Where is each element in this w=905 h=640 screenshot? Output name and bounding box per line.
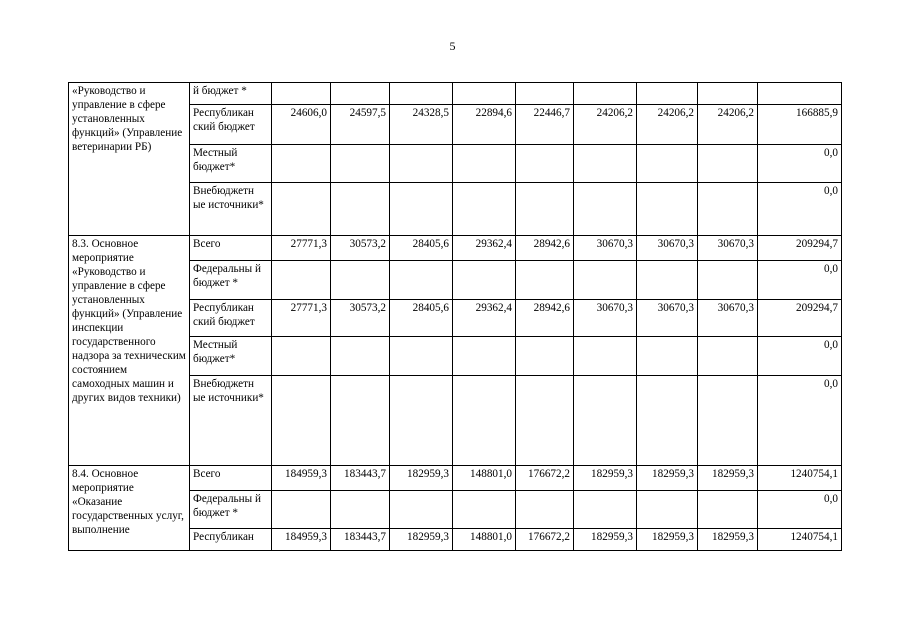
table-row	[69, 236, 842, 261]
year-value-cell	[272, 491, 331, 529]
year-value-cell	[574, 83, 637, 105]
year-value-cell	[390, 261, 453, 300]
year-value-cell: 148801,0	[453, 466, 516, 491]
year-value-cell	[453, 145, 516, 183]
year-value-cell	[331, 183, 390, 236]
year-value-cell	[272, 376, 331, 466]
year-value-cell: 22894,6	[453, 105, 516, 145]
year-value-cell: 148801,0	[453, 529, 516, 551]
year-value-cell	[574, 145, 637, 183]
table-row	[69, 466, 842, 491]
year-value-cell	[453, 491, 516, 529]
year-value-cell	[637, 261, 698, 300]
year-value-cell: 24606,0	[272, 105, 331, 145]
event-name-cell: «Руководство и управление в сфере установленных функций» (Управление ветеринарии РБ)	[69, 83, 190, 236]
year-value-cell	[516, 183, 574, 236]
year-value-cell	[698, 183, 758, 236]
page-number: 5	[449, 39, 456, 53]
year-value-cell	[698, 491, 758, 529]
year-value-cell	[637, 337, 698, 376]
year-value-cell: 183443,7	[331, 466, 390, 491]
year-value-cell	[516, 145, 574, 183]
year-value-cell	[453, 83, 516, 105]
event-name-cell: 8.3. Основное мероприятие «Руководство и управление в сфере установленных функций» (Управление инспекции государственного надзора за техническим состоянием самоходных машин и других видов техники)	[69, 236, 190, 466]
total-value-cell: 1240754,1	[758, 466, 842, 491]
year-value-cell	[390, 183, 453, 236]
year-value-cell	[698, 83, 758, 105]
year-value-cell	[390, 491, 453, 529]
year-value-cell: 30573,2	[331, 300, 390, 337]
event-name-cell: 8.4. Основное мероприятие «Оказание государственных услуг, выполнение	[69, 466, 190, 551]
year-value-cell	[698, 261, 758, 300]
year-value-cell	[390, 337, 453, 376]
year-value-cell: 182959,3	[698, 529, 758, 551]
year-value-cell: 28942,6	[516, 300, 574, 337]
year-value-cell: 184959,3	[272, 529, 331, 551]
year-value-cell	[516, 491, 574, 529]
year-value-cell	[516, 83, 574, 105]
funding-source-cell: Местный бюджет*	[190, 337, 272, 376]
total-value-cell: 209294,7	[758, 300, 842, 337]
year-value-cell: 28405,6	[390, 236, 453, 261]
total-value-cell: 1240754,1	[758, 529, 842, 551]
year-value-cell: 182959,3	[390, 466, 453, 491]
year-value-cell	[698, 145, 758, 183]
year-value-cell	[698, 376, 758, 466]
year-value-cell	[574, 337, 637, 376]
funding-source-cell: Внебюджетн ые источники*	[190, 183, 272, 236]
year-value-cell	[390, 83, 453, 105]
year-value-cell	[574, 376, 637, 466]
funding-source-cell: Республикан	[190, 529, 272, 551]
funding-source-cell: Всего	[190, 466, 272, 491]
table-row	[69, 83, 842, 105]
total-value-cell: 0,0	[758, 337, 842, 376]
year-value-cell: 182959,3	[637, 529, 698, 551]
year-value-cell	[637, 491, 698, 529]
year-value-cell: 29362,4	[453, 236, 516, 261]
year-value-cell	[574, 491, 637, 529]
total-value-cell: 166885,9	[758, 105, 842, 145]
total-value-cell: 0,0	[758, 376, 842, 466]
year-value-cell: 30670,3	[698, 236, 758, 261]
total-value-cell: 0,0	[758, 491, 842, 529]
year-value-cell: 24597,5	[331, 105, 390, 145]
year-value-cell: 29362,4	[453, 300, 516, 337]
funding-source-cell: Всего	[190, 236, 272, 261]
year-value-cell	[331, 491, 390, 529]
year-value-cell: 24206,2	[637, 105, 698, 145]
year-value-cell: 30670,3	[574, 300, 637, 337]
funding-source-cell: Внебюджетн ые источники*	[190, 376, 272, 466]
funding-source-cell: й бюджет *	[190, 83, 272, 105]
year-value-cell	[331, 145, 390, 183]
table-body	[69, 83, 842, 551]
year-value-cell	[516, 337, 574, 376]
year-value-cell	[698, 337, 758, 376]
year-value-cell: 176672,2	[516, 529, 574, 551]
year-value-cell: 28405,6	[390, 300, 453, 337]
total-value-cell: 209294,7	[758, 236, 842, 261]
year-value-cell: 182959,3	[574, 466, 637, 491]
year-value-cell	[453, 337, 516, 376]
year-value-cell	[453, 183, 516, 236]
year-value-cell: 27771,3	[272, 236, 331, 261]
total-value-cell: 0,0	[758, 145, 842, 183]
year-value-cell	[272, 183, 331, 236]
year-value-cell	[331, 261, 390, 300]
year-value-cell	[453, 261, 516, 300]
year-value-cell	[272, 261, 331, 300]
year-value-cell	[272, 145, 331, 183]
year-value-cell: 30670,3	[637, 236, 698, 261]
funding-source-cell: Федеральны й бюджет *	[190, 491, 272, 529]
year-value-cell: 30670,3	[637, 300, 698, 337]
year-value-cell: 183443,7	[331, 529, 390, 551]
funding-source-cell: Местный бюджет*	[190, 145, 272, 183]
year-value-cell: 184959,3	[272, 466, 331, 491]
funding-source-cell: Республикан ский бюджет	[190, 105, 272, 145]
year-value-cell: 182959,3	[574, 529, 637, 551]
total-value-cell	[758, 83, 842, 105]
year-value-cell: 24328,5	[390, 105, 453, 145]
year-value-cell	[390, 145, 453, 183]
year-value-cell	[516, 376, 574, 466]
year-value-cell	[637, 145, 698, 183]
year-value-cell: 182959,3	[698, 466, 758, 491]
year-value-cell: 24206,2	[698, 105, 758, 145]
year-value-cell	[574, 183, 637, 236]
year-value-cell: 182959,3	[390, 529, 453, 551]
year-value-cell: 22446,7	[516, 105, 574, 145]
year-value-cell	[574, 261, 637, 300]
funding-source-cell: Республикан ский бюджет	[190, 300, 272, 337]
year-value-cell	[331, 376, 390, 466]
funding-source-cell: Федеральны й бюджет *	[190, 261, 272, 300]
year-value-cell	[637, 83, 698, 105]
total-value-cell: 0,0	[758, 183, 842, 236]
year-value-cell	[637, 183, 698, 236]
year-value-cell: 30670,3	[574, 236, 637, 261]
year-value-cell	[516, 261, 574, 300]
budget-table	[68, 82, 842, 551]
year-value-cell: 28942,6	[516, 236, 574, 261]
year-value-cell	[272, 337, 331, 376]
year-value-cell	[453, 376, 516, 466]
total-value-cell: 0,0	[758, 261, 842, 300]
year-value-cell: 24206,2	[574, 105, 637, 145]
year-value-cell: 176672,2	[516, 466, 574, 491]
year-value-cell	[331, 337, 390, 376]
year-value-cell: 30670,3	[698, 300, 758, 337]
year-value-cell	[272, 83, 331, 105]
year-value-cell	[390, 376, 453, 466]
year-value-cell: 27771,3	[272, 300, 331, 337]
year-value-cell	[331, 83, 390, 105]
year-value-cell	[637, 376, 698, 466]
year-value-cell: 182959,3	[637, 466, 698, 491]
year-value-cell: 30573,2	[331, 236, 390, 261]
